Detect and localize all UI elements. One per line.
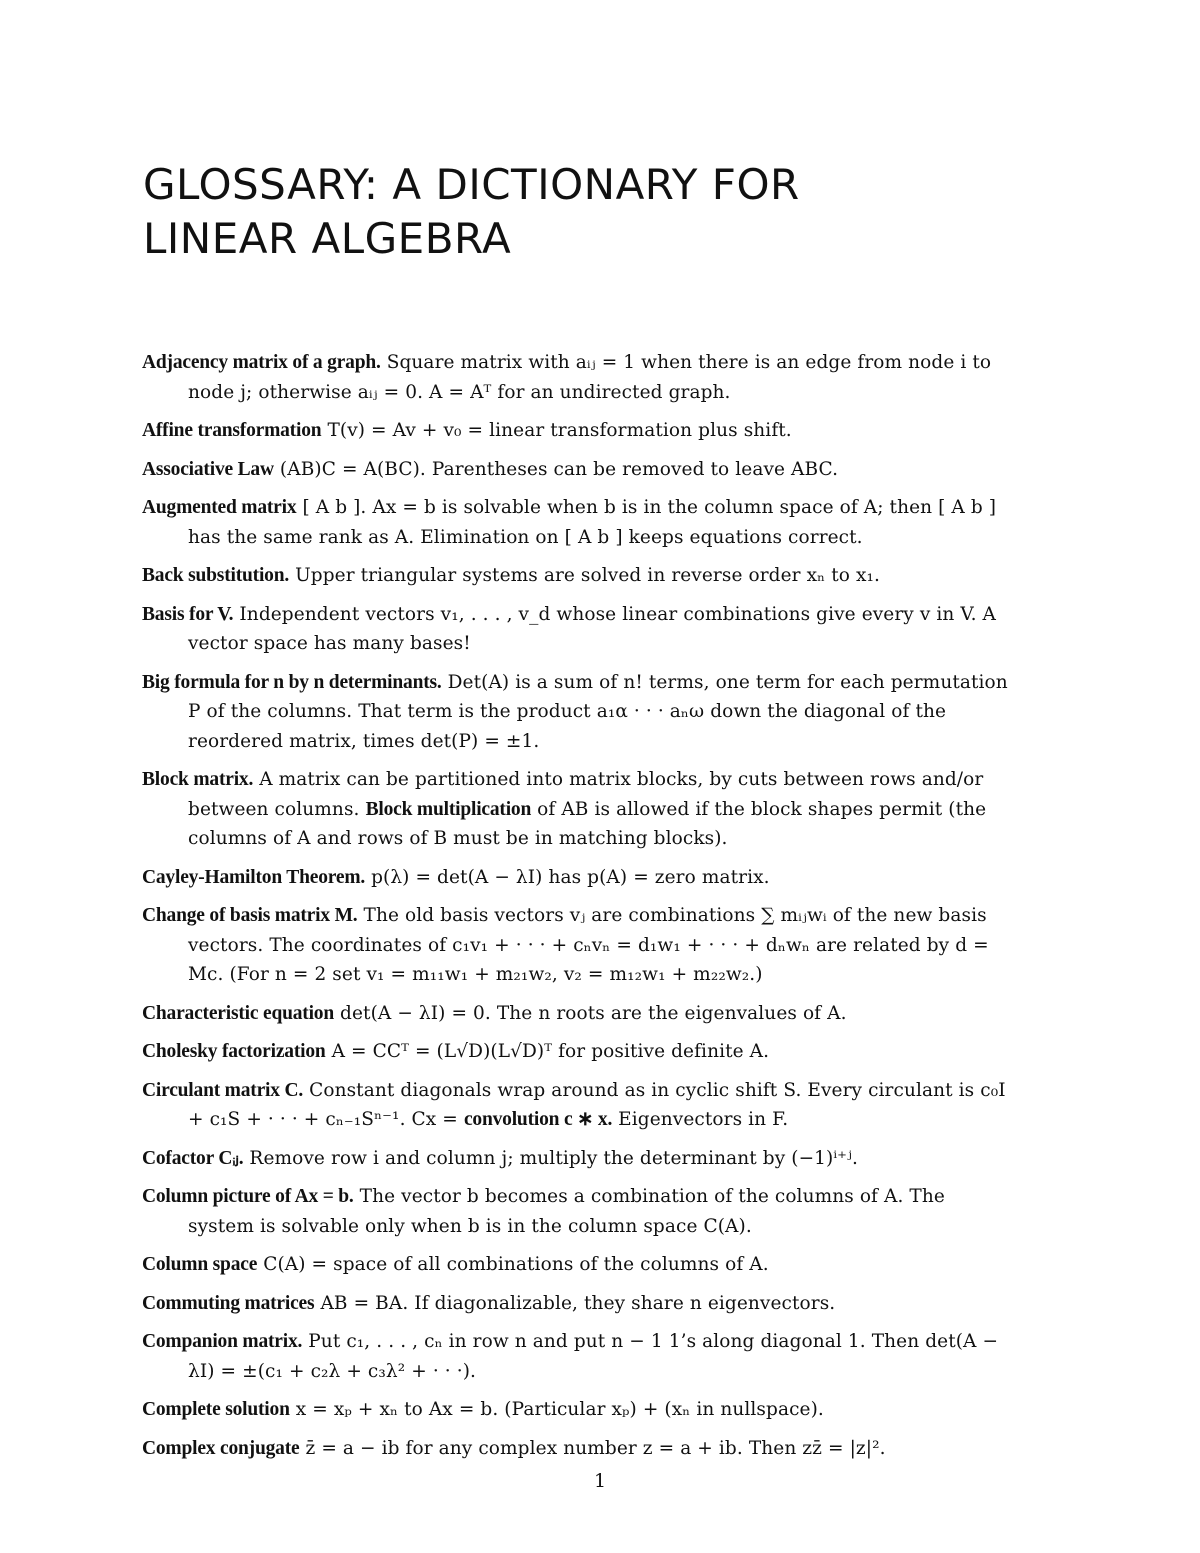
entry-term: Big formula for n by n determinants. [142,671,442,693]
glossary-entry [142,765,1010,854]
glossary-entry [142,1289,1010,1319]
entry-term: Circulant matrix C. [142,1079,304,1101]
glossary-entry [142,348,1010,407]
glossary-entry [142,1037,1010,1067]
entry-definition: Independent vectors v₁, . . . , v_d whose linear combinations give every v in V. A vector space has many bases! [188,603,997,654]
glossary-entry [142,493,1010,552]
entry-term: Characteristic equation [142,1002,334,1024]
glossary-entry [142,561,1010,591]
entry-definition: A = CCᵀ = (L√D)(L√D)ᵀ for positive definite A. [331,1041,770,1062]
glossary-entry [142,416,1010,446]
glossary-entry [142,600,1010,659]
entry-definition: z̄ = a − ib for any complex number z = a + ib. Then zz̄ = |z|². [305,1437,886,1459]
entry-term: Cofactor Cᵢⱼ. [142,1147,244,1169]
entry-term: Commuting matrices [142,1292,315,1314]
entry-definition: (AB)C = A(BC). Parentheses can be removed to leave ABC. [279,458,839,480]
entry-term: Affine transformation [142,420,322,441]
entry-definition: p(λ) = det(A − λI) has p(A) = zero matrix. [371,866,770,888]
entry-definition: Put c₁, . . . , cₙ in row n and put n − 1 1’s along diagonal 1. Then det(A − λI) = ±(c₁ + c₂λ + c₃λ² + · · ·). [188,1331,999,1382]
entry-definition: A matrix can be partitioned into matrix blocks, by cuts between rows and/or between columns. [188,769,984,820]
page-title [143,158,1043,266]
glossary-entry [142,1434,1010,1464]
entry-definition: [ A b ]. Ax = b is solvable when b is in the column space of A; then [ A b ] has the same rank as A. Elimination on [ A b ] keeps equations correct. [188,497,997,548]
entry-term: Column space [142,1254,258,1275]
entry-term: Block matrix. [142,769,254,790]
entry-definition: T(v) = Av + v₀ = linear transformation plus shift. [327,420,792,441]
entry-subdefinition: Eigenvectors in F. [618,1109,789,1130]
entry-definition: Upper triangular systems are solved in reverse order xₙ to x₁. [295,565,880,586]
entry-term: Cholesky factorization [142,1041,326,1062]
glossary-entry [142,1250,1010,1280]
entry-term: Adjacency matrix of a graph. [142,352,381,373]
entry-term: Complex conjugate [142,1437,300,1459]
glossary-entry [142,901,1010,990]
entry-term: Change of basis matrix M. [142,905,358,926]
entry-subterm: convolution c ∗ x. [463,1109,613,1130]
entry-definition: det(A − λI) = 0. The n roots are the eigenvalues of A. [340,1002,847,1024]
entry-definition: Square matrix with aᵢⱼ = 1 when there is an edge from node i to node j; otherwise aᵢⱼ = 0. A = Aᵀ for an undirected graph. [188,352,992,403]
entry-term: Back substitution. [142,565,290,586]
entry-term: Augmented matrix [142,497,297,518]
entry-term: Complete solution [142,1399,290,1420]
glossary-entry [142,668,1010,757]
page-number: 1 [593,1470,607,1492]
entry-definition: C(A) = space of all combinations of the columns of A. [263,1254,769,1275]
entry-definition: AB = BA. If diagonalizable, they share n eigenvectors. [320,1292,836,1314]
glossary-entry [142,999,1010,1029]
title-line-2: LINEAR ALGEBRA [143,214,512,263]
glossary-entry [142,455,1010,485]
entry-definition: The old basis vectors vⱼ are combinations ∑ mᵢⱼwᵢ of the new basis vectors. The coordinates of c₁v₁ + · · · + cₙvₙ = d₁w₁ + · · · + dₙwₙ are related by d = Mc. (For n = 2 set v₁ = m₁₁w₁ + m₂₁w₂, v₂ = m₁₂w₁ + m₂₂w₂.) [188,905,989,985]
entry-term: Basis for V. [142,603,234,625]
entry-subterm: Block multiplication [365,798,532,820]
entry-definition: Det(A) is a sum of n! terms, one term for each permutation P of the columns. That term is the product a₁α · · · aₙω down the diagonal of the reordered matrix, times det(P) = ±1. [188,671,1008,752]
entry-subdefinition: of AB is allowed if the block shapes permit (the columns of A and rows of B must be in matching blocks). [188,798,987,849]
glossary-entry [142,1076,1010,1135]
entry-definition: Constant diagonals wrap around as in cyclic shift S. Every circulant is c₀I + c₁S + · · · + cₙ₋₁Sⁿ⁻¹. Cx = [188,1079,1006,1130]
entry-term: Associative Law [142,458,274,480]
title-line-1: GLOSSARY: A DICTIONARY FOR [143,160,800,209]
entry-term: Cayley-Hamilton Theorem. [142,866,366,888]
glossary-entry [142,1182,1010,1241]
entry-term: Companion matrix. [142,1331,303,1352]
entry-definition: Remove row i and column j; multiply the determinant by (−1)ⁱ⁺ʲ. [249,1147,859,1169]
glossary-entries [142,348,1010,1472]
entry-term: Column picture of Ax = b. [142,1186,354,1207]
glossary-entry [142,863,1010,893]
glossary-entry [142,1327,1010,1386]
entry-definition: x = xₚ + xₙ to Ax = b. (Particular xₚ) + (xₙ in nullspace). [295,1399,824,1420]
glossary-entry [142,1395,1010,1425]
glossary-entry [142,1144,1010,1174]
entry-definition: The vector b becomes a combination of the columns of A. The system is solvable only when b is in the column space C(A). [188,1186,945,1237]
